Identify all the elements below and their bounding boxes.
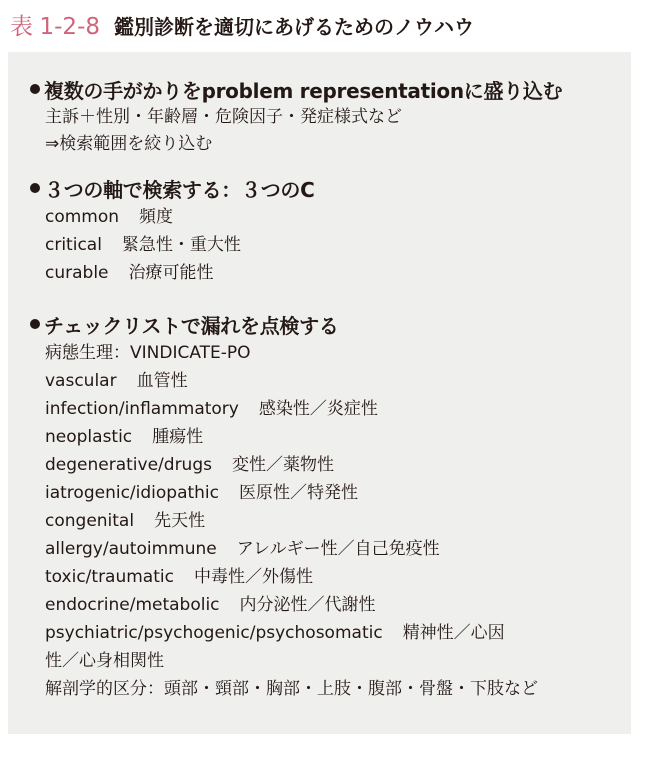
list-item xyxy=(30,395,538,423)
bullet-icon xyxy=(30,183,40,193)
item-en: endocrine/metabolic xyxy=(45,595,220,615)
item-en: neoplastic xyxy=(45,427,133,447)
list-item xyxy=(30,591,538,619)
list-item xyxy=(30,451,538,479)
table-label: 表 xyxy=(10,14,34,40)
heading-text: ３つの軸で検索する：３つのC xyxy=(44,177,315,202)
section-heading xyxy=(30,173,314,203)
list-item xyxy=(30,507,538,535)
body-line: ⇒検索範囲を絞り込む xyxy=(45,134,213,154)
item-en: iatrogenic/idiopathic xyxy=(45,483,220,503)
section-three-c xyxy=(30,173,314,287)
table-title: 鑑別診断を適切にあげるためのノウハウ xyxy=(114,15,474,39)
item-en: curable xyxy=(45,263,109,283)
item-ja: 緊急性・重大性 xyxy=(121,235,241,255)
item-en: infection/inflammatory xyxy=(45,399,239,419)
item-ja: アレルギー性／自己免疫性 xyxy=(236,539,440,559)
item-ja: 精神性／心因 xyxy=(402,623,505,643)
list-item xyxy=(30,563,538,591)
item-ja: 腫瘍性 xyxy=(152,427,204,447)
bullet-icon xyxy=(30,319,40,329)
anatomical-division-line: 解剖学的区分：頭部・頸部・胸部・上肢・腹部・骨盤・下肢など xyxy=(45,679,538,699)
item-en: allergy/autoimmune xyxy=(45,539,217,559)
item-ja: 血管性 xyxy=(136,371,188,391)
item-en: congenital xyxy=(45,511,135,531)
item-en: vascular xyxy=(45,371,117,391)
body-line: 主訴＋性別・年齢層・危険因子・発症様式など xyxy=(45,107,402,127)
item-en: toxic/traumatic xyxy=(45,567,174,587)
list-item xyxy=(30,259,314,287)
heading-text: 複数の手がかりをproblem representationに盛り込む xyxy=(44,78,563,103)
list-item xyxy=(30,423,538,451)
item-en: common xyxy=(45,207,120,227)
item-en: degenerative/drugs xyxy=(45,455,212,475)
list-item xyxy=(30,203,314,231)
section-heading xyxy=(30,74,562,104)
list-item xyxy=(30,231,314,259)
bullet-icon xyxy=(30,84,40,94)
section-problem-representation xyxy=(30,74,562,158)
list-item xyxy=(30,619,538,647)
item-ja: 頻度 xyxy=(139,207,174,227)
table-number: 1-2-8 xyxy=(39,14,100,40)
item-ja: 先天性 xyxy=(154,511,206,531)
section-checklist xyxy=(30,309,538,703)
list-item xyxy=(30,535,538,563)
section-heading xyxy=(30,309,538,339)
item-en: critical xyxy=(45,235,102,255)
item-ja: 内分泌性／代謝性 xyxy=(239,595,376,615)
list-item xyxy=(30,367,538,395)
item-en: psychiatric/psychogenic/psychosomatic xyxy=(45,623,383,643)
list-item-continuation: 性／心身相関性 xyxy=(45,651,164,671)
heading-text: チェックリストで漏れを点検する xyxy=(44,313,339,338)
item-ja: 治療可能性 xyxy=(128,263,214,283)
table-header xyxy=(10,8,474,41)
list-item xyxy=(30,479,538,507)
item-ja: 中毒性／外傷性 xyxy=(193,567,313,587)
checklist-intro: 病態生理：VINDICATE-PO xyxy=(45,343,251,363)
item-ja: 医原性／特発性 xyxy=(239,483,359,503)
item-ja: 変性／薬物性 xyxy=(231,455,334,475)
item-ja: 感染性／炎症性 xyxy=(258,399,378,419)
content-panel xyxy=(8,52,631,734)
